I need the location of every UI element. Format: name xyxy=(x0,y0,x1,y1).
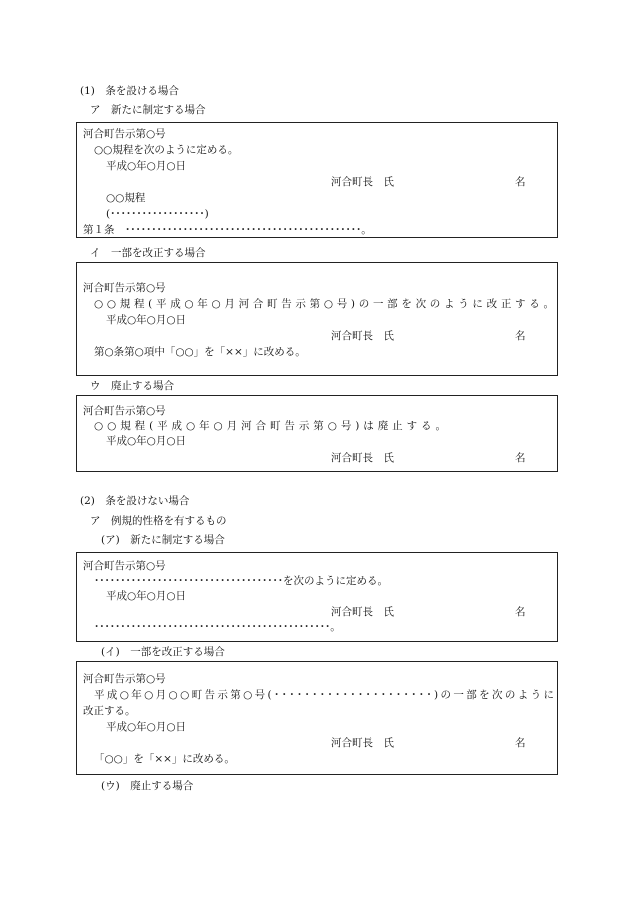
article-line: 第１条 ･････････････････････････････････････････････。 xyxy=(83,224,372,236)
subsection-a-heading: ア 新たに制定する場合 xyxy=(90,104,206,116)
signature-line xyxy=(331,736,526,752)
notice-number: 河合町告示第○号 xyxy=(83,405,166,417)
example-box-new-nonarticle xyxy=(76,552,558,642)
subsubsection-p2-heading: (イ) 一部を改正する場合 xyxy=(101,646,225,658)
body-text: ○○規程(平成○年○月河合町告示第○号)は廃止する。 xyxy=(94,420,446,432)
section-1-heading: (1) 条を設ける場合 xyxy=(80,85,179,97)
signature-name: 名 xyxy=(515,606,526,618)
body-text: ････････････････････････････････････を次のように定める。 xyxy=(94,575,388,587)
dotted-body-line: ･････････････････････････････････････････････。 xyxy=(94,621,341,633)
signature-name: 名 xyxy=(515,176,526,188)
body-text: 平成○年○月○○町告示第○号(･････････････････････)の一部を次のように xyxy=(94,689,554,701)
signature-name: 名 xyxy=(515,737,526,749)
date-line: 平成○年○月○日 xyxy=(106,160,186,172)
subsection-i-heading: イ 一部を改正する場合 xyxy=(90,247,206,259)
placeholder-text: (･･････････････････) xyxy=(106,208,209,220)
subsubsection-p3-heading: (ウ) 廃止する場合 xyxy=(101,780,194,792)
notice-number: 河合町告示第○号 xyxy=(83,282,166,294)
section-2-heading: (2) 条を設けない場合 xyxy=(80,495,190,507)
regulation-name: ○○規程 xyxy=(106,192,146,204)
signature-line xyxy=(331,451,526,467)
date-line: 平成○年○月○日 xyxy=(106,590,186,602)
body-text-continued: 改正する。 xyxy=(83,705,136,717)
subsection-u-heading: ウ 廃止する場合 xyxy=(90,380,174,392)
signature-line xyxy=(331,175,526,191)
notice-number: 河合町告示第○号 xyxy=(83,673,166,685)
amendment-text: 「○○」を「××」に改める。 xyxy=(94,753,235,765)
signature-title: 河合町長 氏 xyxy=(331,176,394,188)
signature-title: 河合町長 氏 xyxy=(331,452,394,464)
subsection-a-heading: ア 例規的性格を有するもの xyxy=(90,515,227,527)
signature-title: 河合町長 氏 xyxy=(331,330,394,342)
signature-name: 名 xyxy=(515,452,526,464)
amendment-text: 第○条第○項中「○○」を「××」に改める。 xyxy=(94,346,306,358)
example-box-amend xyxy=(76,262,558,376)
date-line: 平成○年○月○日 xyxy=(106,721,186,733)
body-text: ○○規程(平成○年○月河合町告示第○号)の一部を次のように改正する。 xyxy=(94,298,554,310)
notice-number: 河合町告示第○号 xyxy=(83,128,166,140)
example-box-amend-nonarticle xyxy=(76,661,558,775)
signature-title: 河合町長 氏 xyxy=(331,737,394,749)
notice-number: 河合町告示第○号 xyxy=(83,560,166,572)
example-box-new xyxy=(76,122,558,238)
date-line: 平成○年○月○日 xyxy=(106,314,186,326)
example-box-repeal xyxy=(76,395,558,472)
body-text: ○○規程を次のように定める。 xyxy=(94,144,239,156)
date-line: 平成○年○月○日 xyxy=(106,435,186,447)
signature-line xyxy=(331,329,526,345)
signature-line xyxy=(331,605,526,621)
signature-title: 河合町長 氏 xyxy=(331,606,394,618)
subsubsection-p1-heading: (ア) 新たに制定する場合 xyxy=(101,534,225,546)
signature-name: 名 xyxy=(515,330,526,342)
